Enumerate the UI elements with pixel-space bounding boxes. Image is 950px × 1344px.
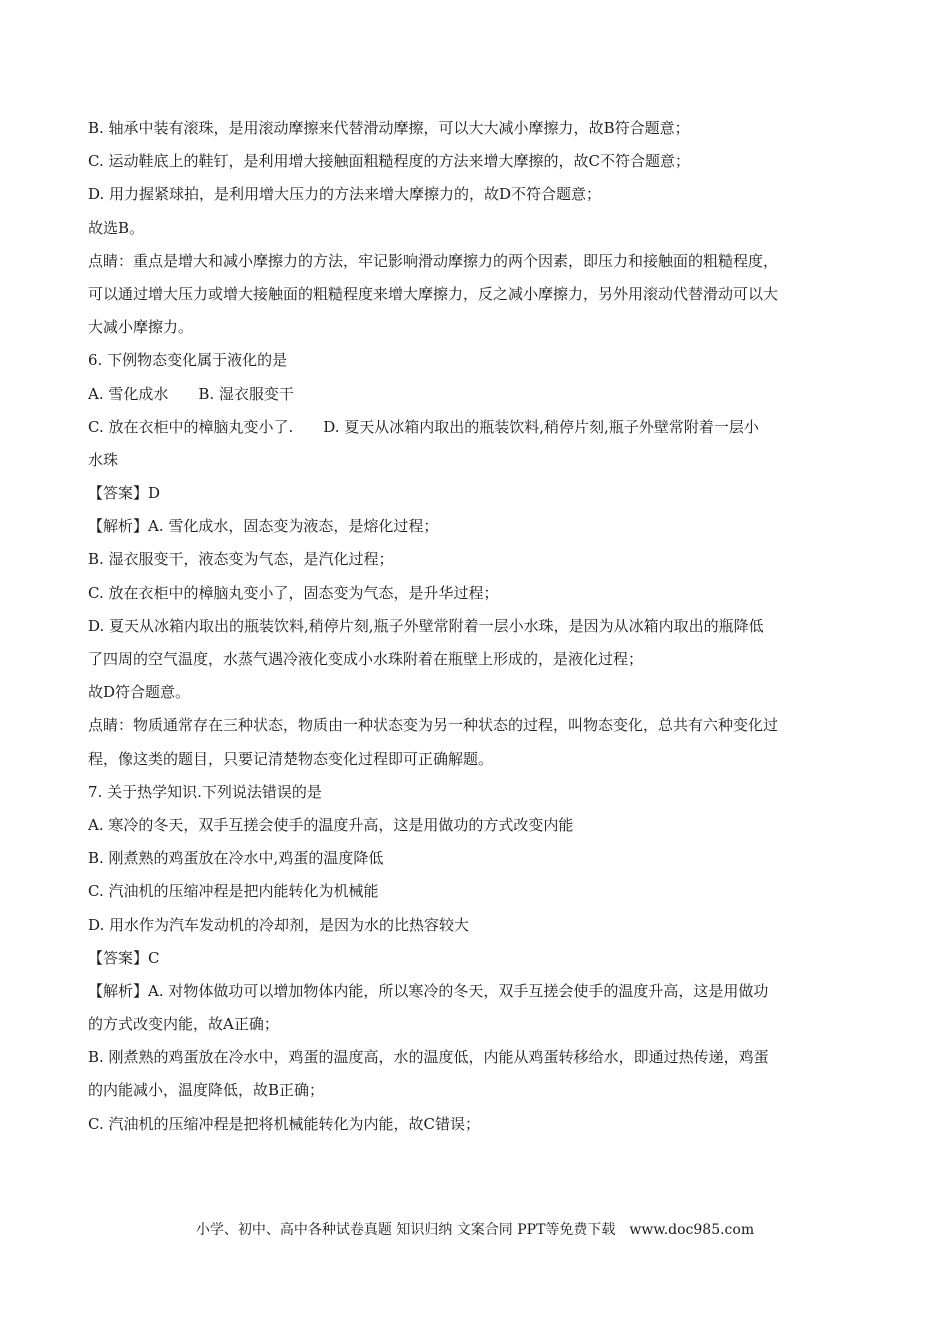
text-line: 【解析】A. 对物体做功可以增加物体内能，所以寒冷的冬天，双手互搓会使手的温度升高，这是用做功 [88, 981, 769, 1000]
text-line: C. 汽油机的压缩冲程是把将机械能转化为内能，故C错误； [88, 1114, 480, 1133]
text-line: D. 用力握紧球拍，是利用增大压力的方法来增大摩擦力的，故D不符合题意； [88, 185, 602, 204]
text-line: 6. 下例物态变化属于液化的是 [88, 351, 288, 370]
text-line: 了四周的空气温度，水蒸气遇冷液化变成小水珠附着在瓶壁上形成的，是液化过程； [88, 650, 644, 668]
text-line: A. 雪化成水 B. 湿衣服变干 [88, 384, 294, 403]
text-line: A. 寒冷的冬天，双手互搓会使手的温度升高，这是用做功的方式改变内能 [88, 815, 574, 834]
text-line: D. 夏天从冰箱内取出的瓶装饮料,稍停片刻,瓶子外壁常附着一层小水珠，是因为从冰箱内取出的瓶降低 [88, 616, 764, 635]
text-line: 点睛：物质通常存在三种状态，物质由一种状态变为另一种状态的过程，叫物态变化，总共有六种变化过 [88, 716, 779, 735]
text-line: B. 轴承中装有滚珠，是用滚动摩擦来代替滑动摩擦，可以大大减小摩擦力，故B符合题意； [88, 119, 690, 137]
text-line: 故选B。 [88, 218, 145, 237]
text-line: 7. 关于热学知识.下列说法错误的是 [88, 782, 322, 801]
text-line: C. 汽油机的压缩冲程是把内能转化为机械能 [88, 882, 379, 901]
text-line: 水珠 [88, 450, 119, 469]
text-line: 大减小摩擦力。 [88, 318, 194, 337]
text-line: C. 运动鞋底上的鞋钉，是利用增大接触面粗糙程度的方法来增大摩擦的，故C不符合题意； [88, 152, 690, 171]
text-line: D. 用水作为汽车发动机的冷却剂，是因为水的比热容较大 [88, 915, 470, 934]
text-line: 的内能减小，温度降低，故B正确； [88, 1081, 325, 1100]
text-line: C. 放在衣柜中的樟脑丸变小了. D. 夏天从冰箱内取出的瓶装饮料,稍停片刻,瓶子外壁常附着一层小 [88, 417, 759, 436]
text-line: 【答案】D [88, 484, 161, 503]
text-line: B. 刚煮熟的鸡蛋放在冷水中，鸡蛋的温度高，水的温度低，内能从鸡蛋转移给水，即通过热传递，鸡蛋 [88, 1048, 769, 1067]
text-line: 的方式改变内能，故A正确； [88, 1015, 279, 1034]
text-line: 【解析】A. 雪化成水，固态变为液态，是熔化过程； [88, 517, 439, 536]
text-line: 【答案】C [88, 948, 160, 967]
text-line: 可以通过增大压力或增大接触面的粗糙程度来增大摩擦力，反之减小摩擦力，另外用滚动代替滑动可以大 [88, 284, 779, 303]
text-line: B. 湿衣服变干，液态变为气态，是汽化过程； [88, 550, 394, 569]
text-line: 程，像这类的题目，只要记清楚物态变化过程即可正确解题。 [88, 749, 494, 768]
text-line: 点睛：重点是增大和减小摩擦力的方法，牢记影响滑动摩擦力的两个因素，即压力和接触面的粗糙程度， [88, 251, 779, 270]
text-line: 故D符合题意。 [88, 683, 191, 702]
text-line: B. 刚煮熟的鸡蛋放在冷水中,鸡蛋的温度降低 [88, 849, 384, 868]
page-footer: 小学、初中、高中各种试卷真题 知识归纳 文案合同 PPT等免费下载 www.doc985.com [195, 1222, 755, 1238]
document-body [88, 112, 860, 1141]
text-line: C. 放在衣柜中的樟脑丸变小了，固态变为气态，是升华过程； [88, 583, 499, 602]
